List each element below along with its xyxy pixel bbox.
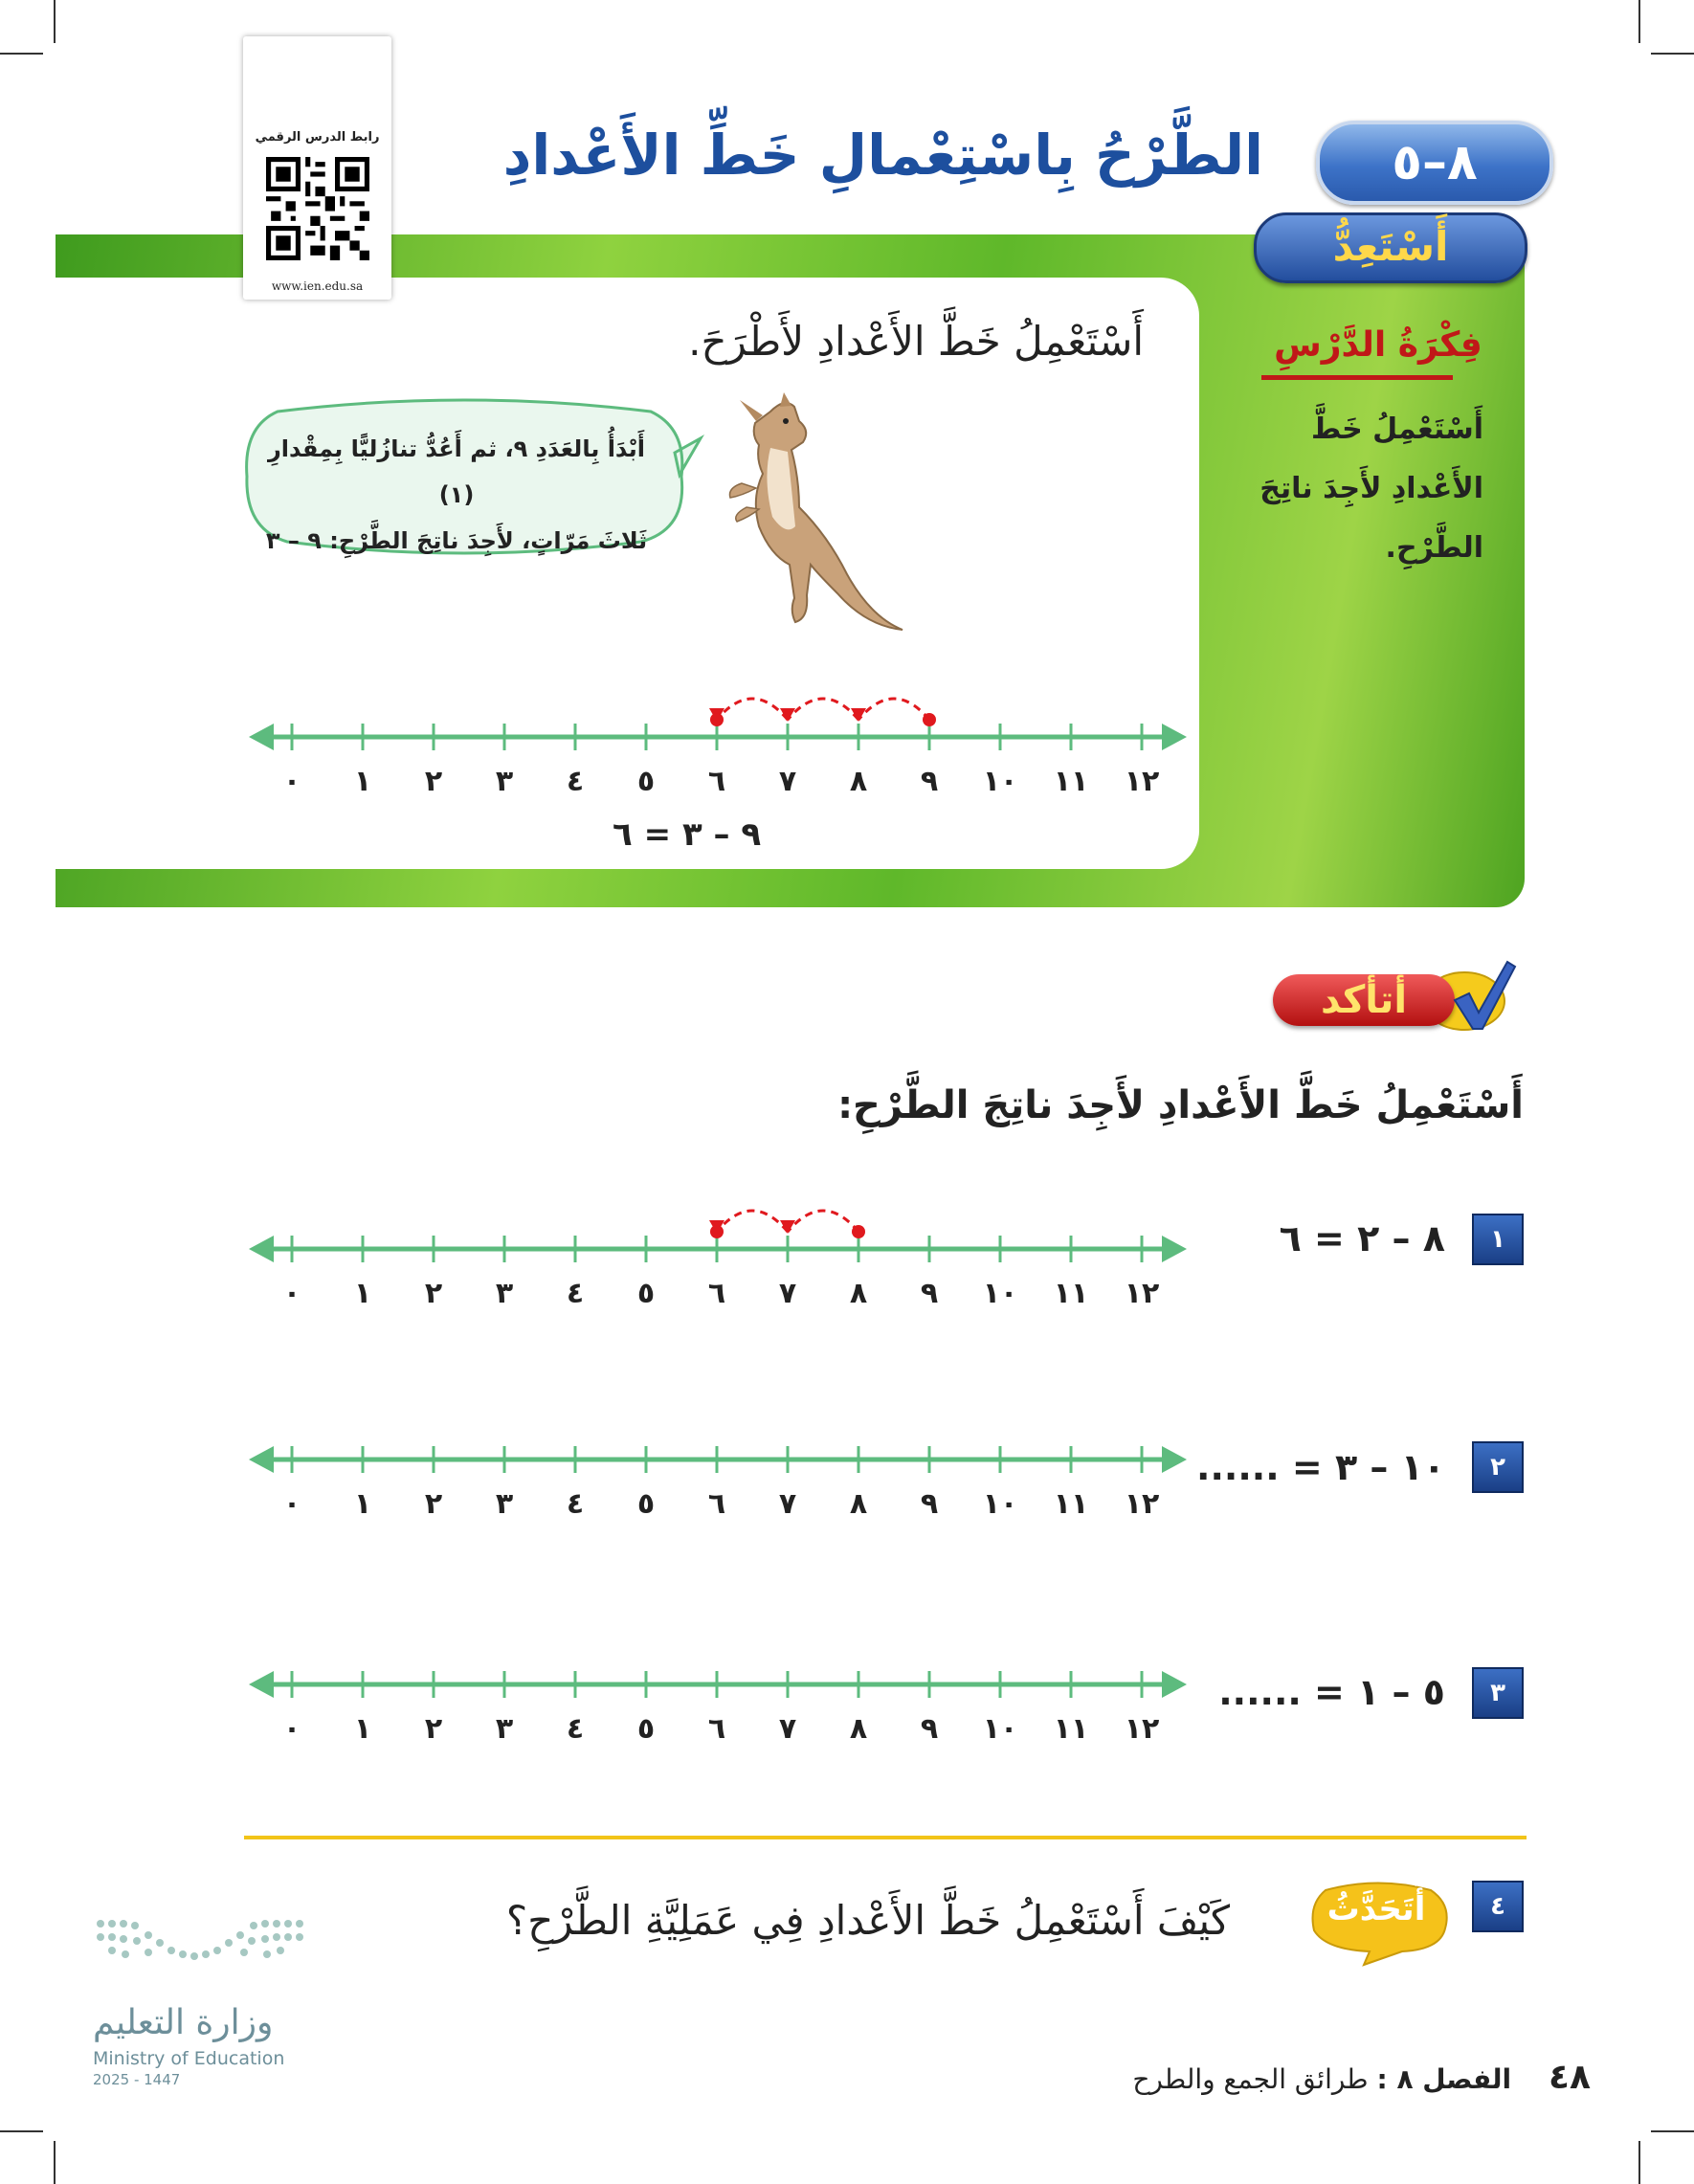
tick-label: ٦ bbox=[707, 765, 726, 798]
tick-label: ١٠ bbox=[982, 1277, 1018, 1310]
kangaroo-illustration bbox=[703, 392, 914, 641]
axis-arrow-left bbox=[249, 1236, 274, 1262]
tick-label: ١١ bbox=[1053, 1487, 1089, 1521]
question-number: ٣ bbox=[1472, 1667, 1524, 1719]
jump-arc bbox=[788, 1211, 858, 1232]
tick-label: ٠ bbox=[282, 1712, 301, 1746]
tick-label: ٢ bbox=[424, 1277, 443, 1310]
lesson-idea-underline bbox=[1261, 375, 1453, 380]
jump-arc bbox=[788, 699, 858, 720]
question-number: ١ bbox=[1472, 1214, 1524, 1265]
explore-sentence: أَسْتَعْمِلُ خَطَّ الأَعْدادِ لأَطْرَحَ. bbox=[688, 318, 1144, 365]
tick-label: ٨ bbox=[849, 765, 868, 798]
axis-arrow-left bbox=[249, 1671, 274, 1698]
tick-label: ٧ bbox=[778, 765, 797, 798]
tick-label: ١ bbox=[353, 1712, 372, 1746]
tick-label: ١٠ bbox=[982, 1712, 1018, 1746]
question-number: ٢ bbox=[1472, 1441, 1524, 1493]
explore-equation: ٩ – ٣ = ٦ bbox=[613, 815, 762, 854]
tick-label: ٥ bbox=[636, 1487, 656, 1521]
speech-bubble-line: أَبْدَأُ بِالعَدَدِ ٩، ثم أَعُدُّ تنازُليًّا بِمِقْدارِ (١) bbox=[267, 435, 646, 508]
ministry-logo bbox=[91, 1914, 311, 2010]
check-instruction: أَسْتَعْمِلُ خَطَّ الأَعْدادِ لأَجِدَ ناتِجَ الطَّرْحِ: bbox=[837, 1083, 1524, 1127]
tick-label: ٥ bbox=[636, 1712, 656, 1746]
tick-label: ٣ bbox=[495, 1277, 514, 1310]
checkmark-icon bbox=[1450, 957, 1517, 1034]
tick-label: ٦ bbox=[707, 1712, 726, 1746]
lesson-idea-text bbox=[1235, 400, 1483, 578]
jump-end-point bbox=[710, 1225, 724, 1238]
tick-label: ١١ bbox=[1053, 765, 1089, 798]
tick-label: ٥ bbox=[636, 765, 656, 798]
axis-arrow-left bbox=[249, 724, 274, 750]
lesson-idea-line: الطَّرْحِ. bbox=[1385, 531, 1483, 565]
explore-number-line bbox=[249, 660, 1187, 798]
tick-label: ٣ bbox=[495, 765, 514, 798]
tick-label: ٣ bbox=[495, 1712, 514, 1746]
tick-label: ٩ bbox=[920, 765, 939, 798]
tick-label: ١ bbox=[353, 1487, 372, 1521]
ministry-year: 2025 - 1447 bbox=[93, 2071, 181, 2088]
crop-mark bbox=[54, 2141, 56, 2184]
tick-label: ٨ bbox=[849, 1487, 868, 1521]
tick-label: ١٢ bbox=[1124, 1487, 1160, 1521]
axis-arrow-right bbox=[1162, 1446, 1187, 1473]
jump-arc bbox=[717, 1211, 788, 1232]
tick-label: ٢ bbox=[424, 765, 443, 798]
tick-label: ١ bbox=[353, 765, 372, 798]
tick-label: ١١ bbox=[1053, 1712, 1089, 1746]
qr-caption: رابط الدرس الرقمي bbox=[255, 130, 380, 145]
question-expression: ٨ – ٢ = ٦ bbox=[1279, 1217, 1445, 1259]
jump-start-point bbox=[923, 713, 936, 726]
tick-label: ٧ bbox=[778, 1277, 797, 1310]
tick-label: ٤ bbox=[566, 1712, 585, 1746]
tick-label: ٥ bbox=[636, 1277, 656, 1310]
question-expression: ١٠ – ٣ = ...... bbox=[1196, 1446, 1445, 1488]
question-expression: ٥ – ١ = ...... bbox=[1218, 1671, 1445, 1713]
tick-label: ٩ bbox=[920, 1712, 939, 1746]
crop-mark bbox=[1651, 2130, 1694, 2132]
page-number: ٤٨ bbox=[1549, 2058, 1591, 2097]
tick-label: ٦ bbox=[707, 1487, 726, 1521]
tick-label: ١٢ bbox=[1124, 1712, 1160, 1746]
tick-label: ٤ bbox=[566, 1487, 585, 1521]
ministry-name-arabic: وزارة التعليم bbox=[93, 2003, 274, 2042]
crop-mark bbox=[1638, 2141, 1640, 2184]
axis-arrow-right bbox=[1162, 724, 1187, 750]
qr-card[interactable] bbox=[243, 36, 391, 300]
tick-label: ٩ bbox=[920, 1487, 939, 1521]
qr-url[interactable]: www.ien.edu.sa bbox=[271, 279, 364, 293]
tick-label: ١٢ bbox=[1124, 765, 1160, 798]
tick-label: ١٢ bbox=[1124, 1277, 1160, 1310]
jump-arc bbox=[858, 699, 929, 720]
tick-label: ٨ bbox=[849, 1712, 868, 1746]
axis-arrow-right bbox=[1162, 1236, 1187, 1262]
tick-label: ٢ bbox=[424, 1712, 443, 1746]
tick-label: ٠ bbox=[282, 1277, 301, 1310]
section-divider bbox=[244, 1836, 1527, 1839]
chapter-label: الفصل ٨ : bbox=[1376, 2063, 1512, 2095]
tick-label: ١٠ bbox=[982, 765, 1018, 798]
tick-label: ٢ bbox=[424, 1487, 443, 1521]
lesson-number-badge: ٨–٥ bbox=[1316, 121, 1553, 205]
question-number-line bbox=[249, 1182, 1187, 1310]
page-footer bbox=[1132, 2058, 1591, 2097]
lesson-title: الطَّرْحُ بِاسْتِعْمالِ خَطِّ الأَعْدادِ bbox=[502, 123, 1263, 188]
question-number-line bbox=[249, 1637, 1187, 1746]
tick-label: ١ bbox=[353, 1277, 372, 1310]
lesson-idea-line: أَسْتَعْمِلُ خَطَّ bbox=[1310, 412, 1483, 446]
tick-label: ٩ bbox=[920, 1277, 939, 1310]
tick-label: ٨ bbox=[849, 1277, 868, 1310]
axis-arrow-right bbox=[1162, 1671, 1187, 1698]
lesson-idea-heading: فِكْرَةُ الدَّرْسِ bbox=[1274, 325, 1482, 365]
check-label: أتأكد bbox=[1273, 974, 1455, 1026]
jump-end-point bbox=[710, 713, 724, 726]
tick-label: ٤ bbox=[566, 765, 585, 798]
tick-label: ٦ bbox=[707, 1277, 726, 1310]
chapter-title: طرائق الجمع والطرح bbox=[1132, 2063, 1369, 2095]
tick-label: ٧ bbox=[778, 1712, 797, 1746]
ministry-name-english: Ministry of Education bbox=[93, 2048, 285, 2069]
explore-label: أَسْتَعِدُّ bbox=[1254, 212, 1527, 283]
tick-label: ٠ bbox=[282, 765, 301, 798]
lesson-idea-line: الأَعْدادِ لأَجِدَ ناتِجَ bbox=[1259, 472, 1483, 505]
explore-card bbox=[56, 278, 1199, 869]
jump-arc bbox=[717, 699, 788, 720]
talk-question: كَيْفَ أَسْتَعْمِلُ خَطَّ الأَعْدادِ فِي عَمَلِيَّةِ الطَّرْحِ؟ bbox=[505, 1897, 1230, 1944]
question-number: ٤ bbox=[1472, 1881, 1524, 1932]
crop-mark bbox=[0, 2130, 43, 2132]
tick-label: ١٠ bbox=[982, 1487, 1018, 1521]
tick-label: ١١ bbox=[1053, 1277, 1089, 1310]
talk-label: أَتَحَدَّثُ bbox=[1326, 1890, 1426, 1928]
crop-mark bbox=[1638, 0, 1640, 43]
crop-mark bbox=[1651, 53, 1694, 55]
speech-bubble-line: ثَلاثَ مَرّاتٍ، لأَجِدَ ناتِجَ الطَّرْحِ: ٩ – ٣ bbox=[265, 527, 648, 554]
qr-code-icon[interactable] bbox=[266, 157, 369, 260]
tick-label: ٤ bbox=[566, 1277, 585, 1310]
jump-start-point bbox=[852, 1225, 865, 1238]
crop-mark bbox=[0, 53, 43, 55]
question-number-line bbox=[249, 1412, 1187, 1521]
crop-mark bbox=[54, 0, 56, 43]
tick-label: ٧ bbox=[778, 1487, 797, 1521]
speech-bubble-text bbox=[251, 426, 662, 564]
tick-label: ٣ bbox=[495, 1487, 514, 1521]
tick-label: ٠ bbox=[282, 1487, 301, 1521]
axis-arrow-left bbox=[249, 1446, 274, 1473]
